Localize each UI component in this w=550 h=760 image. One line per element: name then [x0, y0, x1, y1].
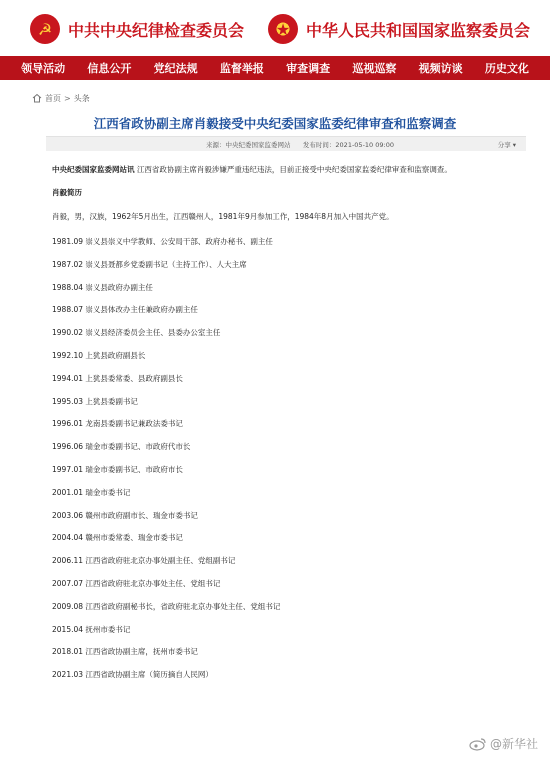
party-emblem-icon: ☭ — [30, 14, 60, 44]
nsc-title: 中华人民共和国国家监察委员会 — [306, 20, 531, 40]
list-item: 1995.03 上犹县委副书记 — [52, 396, 138, 406]
breadcrumb — [32, 91, 90, 105]
list-item: 1981.09 崇义县崇义中学教师、公安局干部、政府办秘书、副主任 — [52, 237, 273, 246]
list-item: 1990.02 崇义县经济委员会主任、县委办公室主任 — [52, 328, 221, 338]
breadcrumb-home[interactable]: 首页 — [45, 93, 61, 103]
meta-info — [206, 140, 394, 149]
list-item: 1987.02 崇义县聂都乡党委副书记（主持工作）、人大主席 — [52, 259, 247, 269]
list-item: 1988.04 崇义县政府办副主任 — [52, 282, 153, 292]
share-label: 分享 — [497, 141, 511, 149]
nav-item-investigation[interactable]: 审查调查 — [286, 62, 331, 75]
breadcrumb-current[interactable]: 头条 — [73, 93, 90, 103]
lead-text: 江西省政协副主席肖毅涉嫌严重违纪违法，目前正接受中央纪委国家监委纪律审查和监察调查。 — [134, 165, 452, 174]
chevron-down-icon: ▾ — [512, 141, 516, 149]
home-icon — [32, 93, 42, 103]
list-item: 2021.03 江西省政协副主席（简历摘自人民网） — [52, 670, 213, 680]
bio-paragraph: 肖毅，男，汉族，1962年5月出生，江西赣州人，1981年9月参加工作，1984年8月加入中国共产党。 — [52, 212, 394, 221]
list-item: 1988.07 崇义县体改办主任兼政府办副主任 — [52, 305, 198, 315]
list-item: 2018.01 江西省政协副主席，抚州市委书记 — [52, 647, 198, 657]
list-item: 2015.04 抚州市委书记 — [52, 624, 131, 634]
main-nav — [0, 56, 550, 80]
list-item: 1992.10 上犹县政府副县长 — [52, 350, 146, 360]
list-item: 1996.06 瑞金市委副书记、市政府代市长 — [52, 442, 191, 452]
list-item: 1996.01 龙南县委副书记兼政法委书记 — [52, 419, 183, 429]
watermark-text: @新华社 — [489, 737, 538, 751]
nsc-logo-link[interactable] — [268, 12, 530, 46]
weibo-icon — [469, 737, 487, 751]
nav-item-leadership[interactable]: 领导活动 — [21, 62, 66, 75]
nav-item-info[interactable]: 信息公开 — [87, 62, 132, 75]
nav-item-inspection[interactable]: 巡视巡察 — [352, 62, 397, 75]
list-item: 1994.01 上犹县委常委、县政府副县长 — [52, 373, 183, 383]
ccdi-logo-link[interactable] — [30, 12, 244, 46]
nav-item-video[interactable]: 视频访谈 — [418, 62, 463, 75]
list-item: 2007.07 江西省政府驻北京办事处主任、党组书记 — [52, 578, 221, 588]
article-title: 江西省政协副主席肖毅接受中央纪委国家监委纪律审查和监察调查 — [93, 116, 457, 131]
nav-item-history[interactable]: 历史文化 — [484, 62, 529, 75]
list-item: 2003.06 赣州市政府副市长、瑞金市委书记 — [52, 510, 198, 520]
share-button[interactable] — [498, 140, 516, 149]
list-item: 2004.04 赣州市委常委、瑞金市委书记 — [52, 533, 183, 543]
lead-source: 中央纪委国家监委网站讯 — [52, 165, 135, 174]
article-meta — [46, 136, 526, 151]
state-emblem-icon: ★ — [268, 14, 298, 44]
list-item: 1997.01 瑞金市委副书记、市政府市长 — [52, 464, 183, 474]
site-header — [0, 0, 550, 56]
list-item: 2001.01 瑞金市委书记 — [52, 487, 131, 497]
resume-list — [52, 237, 280, 693]
article-source: 来源：中央纪委国家监委网站 — [206, 141, 291, 149]
breadcrumb-separator: > — [64, 93, 71, 103]
ccdi-title: 中共中央纪律检查委员会 — [68, 20, 245, 40]
list-item: 2009.08 江西省政府副秘书长，省政府驻北京办事处主任、党组书记 — [52, 601, 281, 611]
list-item: 2006.11 江西省政府驻北京办事处副主任、党组副书记 — [52, 556, 236, 566]
publish-time: 发布时间：2021-05-10 09:00 — [302, 141, 394, 149]
article-lead — [52, 165, 522, 175]
nav-item-regulations[interactable]: 党纪法规 — [153, 62, 198, 75]
resume-heading: 肖毅简历 — [52, 188, 82, 197]
nav-item-report[interactable]: 监督举报 — [219, 62, 264, 75]
weibo-watermark — [469, 735, 538, 752]
